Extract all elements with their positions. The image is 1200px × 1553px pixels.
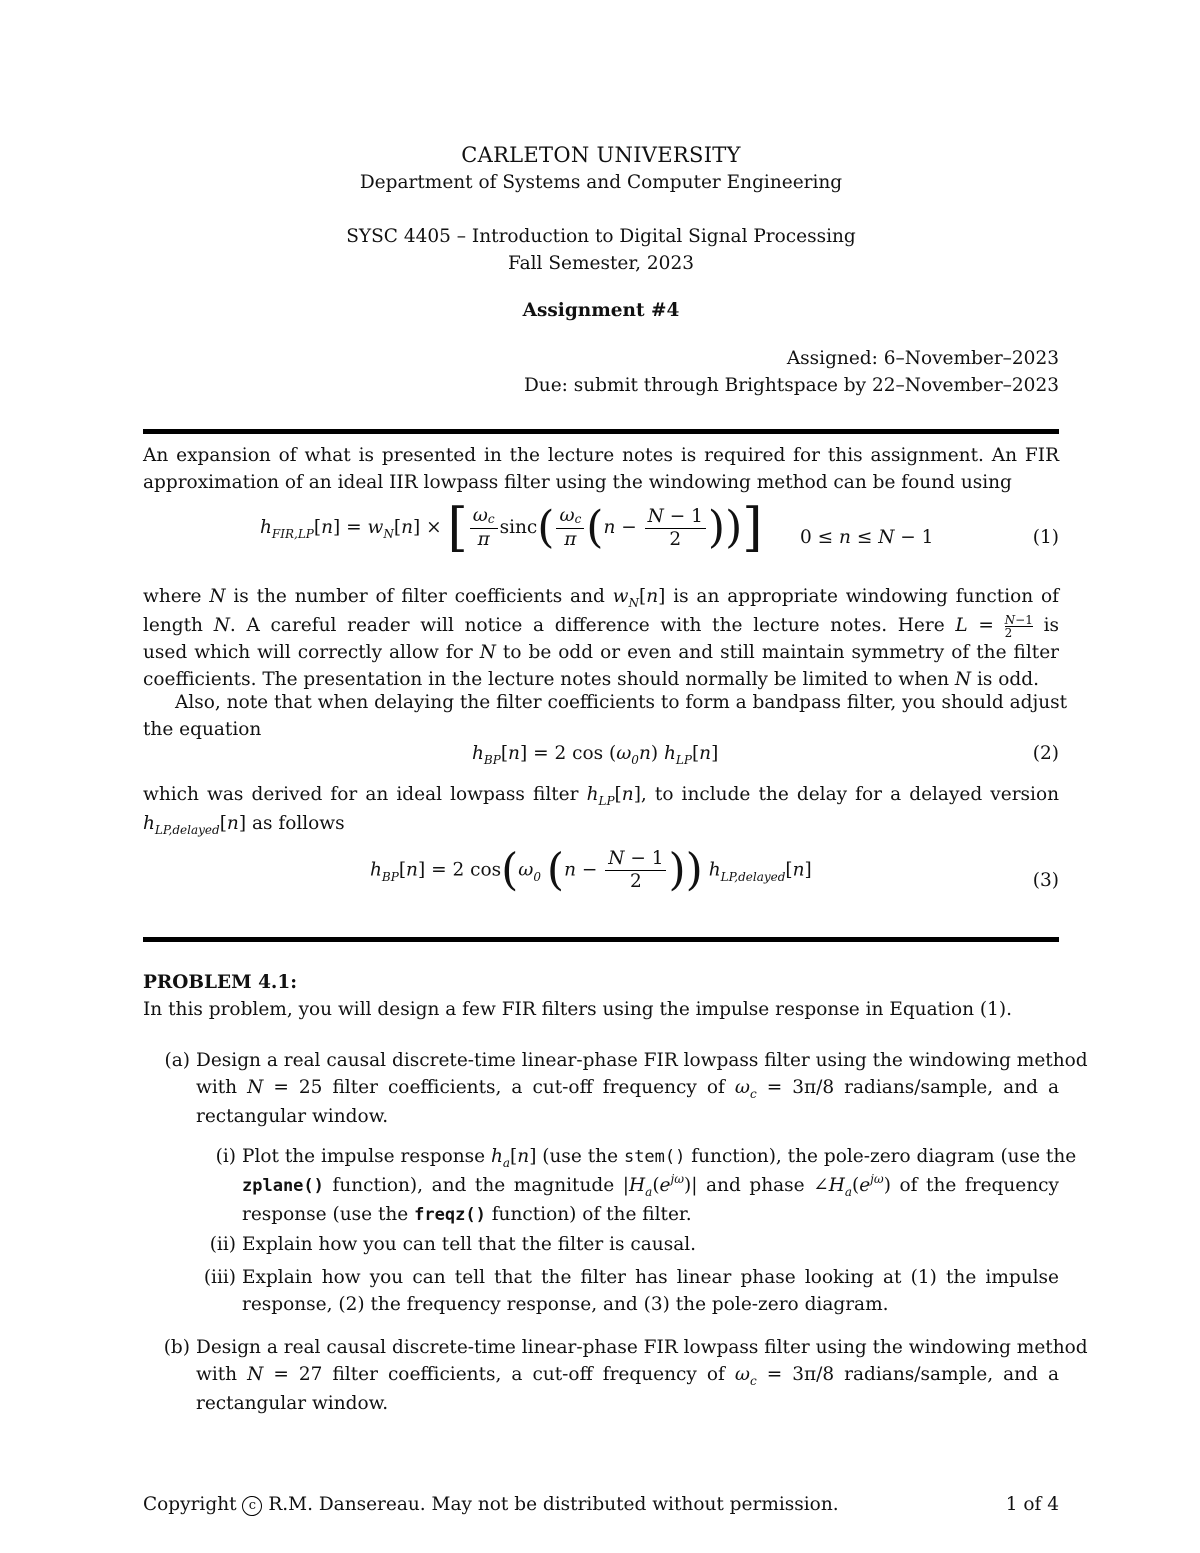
- equation-3-body: $h_{BP}[n] = 2$ $\cos(\omega_0$ (n − $\frac{N - 1}{2}$ )) $h_{LP,delayed}[n]$: [370, 844, 812, 896]
- part-b: (b) Design a real causal discrete-time linear-phase FIR lowpass filter using the windowing method with N = 27 filter coefficients, a cut-off frequency of $\omega_c = 3\pi/8$ radians/sample, and a rectangular window.: [163, 1337, 1088, 1414]
- problem-title: PROBLEM 4.1:: [143, 972, 298, 993]
- equation-3-number: (3): [1032, 870, 1059, 891]
- equation-2-body: $h_{BP}[n] = 2$ $\cos (\omega_0n)$ $h_{LP}[n]$: [472, 743, 719, 767]
- copyright-label: Copyright: [143, 1494, 237, 1515]
- equation-1-number: (1): [1032, 527, 1059, 548]
- course-title: SYSC 4405 – Introduction to Digital Signal Processing: [346, 226, 856, 247]
- department-name: Department of Systems and Computer Engineering: [359, 172, 843, 193]
- intro-paragraph-4: which was derived for an ideal lowpass filter $h_{LP}[n]$, to include the delay for a delayed version $h_{LP,delayed}[n]$ as follows: [143, 784, 1060, 837]
- part-a-i: (i) Plot the impulse response $h_a[n]$ (use the stem() function), the pole-zero diagram (use the zplane() function), and the magnitude $|H_a(e^{j\omega})|$ and phase $\angle H_a(e^{j\omega})$ of the frequency response (use the freqz() function) of the filter.: [215, 1146, 1077, 1225]
- semester: Fall Semester, 2023: [508, 253, 694, 274]
- assigned-date: Assigned: 6–November–2023: [786, 348, 1059, 369]
- footer: [143, 1494, 1059, 1516]
- copyright-text: R.M. Dansereau. May not be distributed without permission.: [268, 1494, 839, 1515]
- equation-2-number: (2): [1032, 743, 1059, 764]
- divider-top: [143, 429, 1059, 434]
- due-date: Due: submit through Brightspace by 22–November–2023: [523, 375, 1059, 396]
- equation-1-body: $h_{FIR,LP}[n] = w_N[n]$ × [ $\frac{\omega c}{\pi}$ sinc( $\frac{\omega c}{\pi}$ (n − $\frac{N - 1}{2}$ ))]: [260, 498, 763, 558]
- assignment-title: Assignment #4: [522, 300, 680, 321]
- problem-intro: In this problem, you will design a few FIR filters using the impulse response in Equation (1).: [143, 999, 1012, 1020]
- university-name: CARLETON UNIVERSITY: [461, 143, 741, 167]
- equation-1-range: 0 ≤ n ≤ N − 1: [800, 527, 934, 548]
- document-page: [143, 0, 1088, 1553]
- equation-1: [143, 498, 1059, 565]
- intro-paragraph-2: where N is the number of filter coefficients and $w_N[n]$ is an appropriate windowing function of length N. A careful reader will notice a difference with the lecture notes. Here L = $\frac{N-1}{2}$ is used which will correctly allow for N to be odd or even and still maintain symmetry of the filter coefficients. The presentation in the lecture notes should normally be limited to when N is odd.: [143, 586, 1060, 690]
- equation-2: [143, 743, 1059, 770]
- part-a-ii: (ii) Explain how you can tell that the filter is causal.: [209, 1234, 697, 1255]
- part-a: (a) Design a real causal discrete-time linear-phase FIR lowpass filter using the windowing method with N = 25 filter coefficients, a cut-off frequency of $\omega_c = 3\pi/8$ radians/sample, and a rectangular window.: [164, 1050, 1088, 1127]
- intro-paragraph-3: Also, note that when delaying the filter coefficients to form a bandpass filter, you should adjust the equation: [143, 692, 1068, 740]
- copyright-icon: c: [242, 1496, 262, 1516]
- part-a-iii: (iii) Explain how you can tell that the filter has linear phase looking at (1) the impulse response, (2) the frequency response, and (3) the pole-zero diagram.: [203, 1267, 1059, 1315]
- divider-bottom: [143, 937, 1059, 942]
- equation-3: [143, 844, 1059, 908]
- intro-paragraph-1: An expansion of what is presented in the lecture notes is required for this assignment. An FIR approximation of an ideal IIR lowpass filter using the windowing method can be found using: [143, 445, 1059, 493]
- page-number: 1 of 4: [1005, 1494, 1059, 1515]
